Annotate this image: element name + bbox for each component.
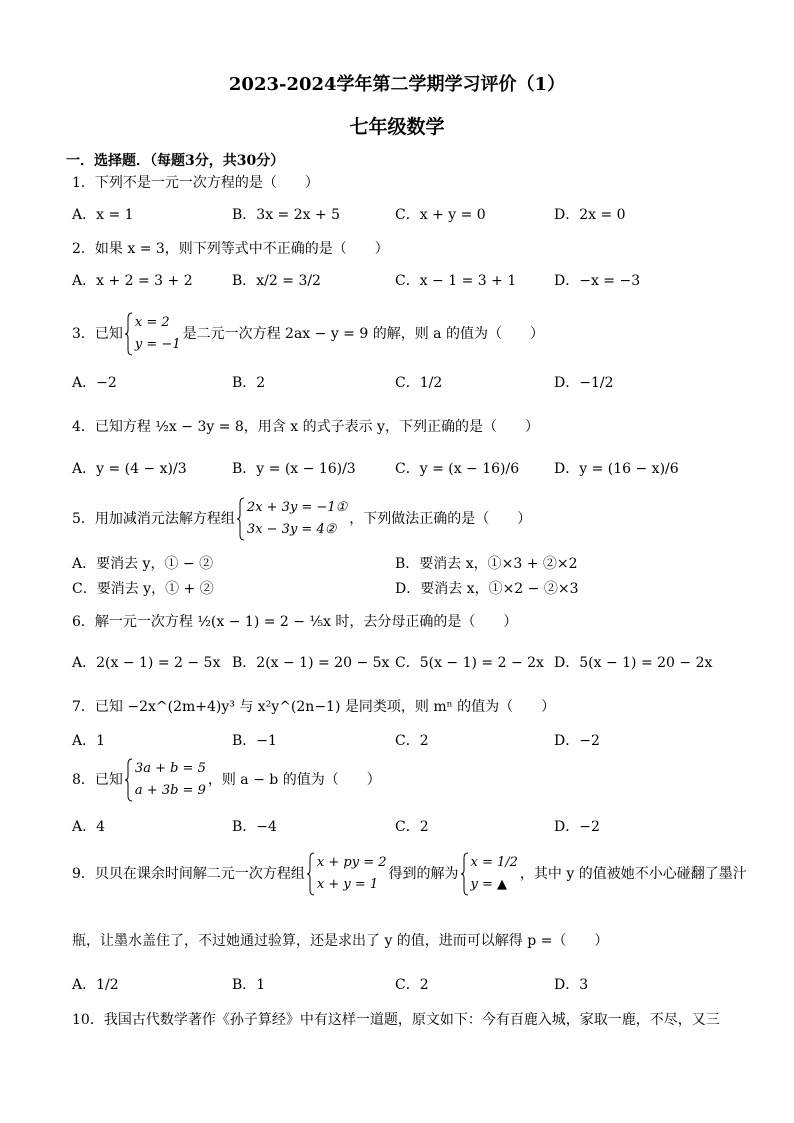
question-9-option-c: C．2 — [395, 977, 429, 993]
left-brace-icon — [125, 758, 133, 802]
left-brace-icon — [125, 312, 133, 356]
question-4-option-b: B．y = (x − 16)/3 — [232, 461, 356, 477]
left-brace-icon — [237, 497, 245, 541]
question-9-solution-system — [461, 852, 518, 896]
question-7-option-b: B．−1 — [232, 733, 277, 749]
question-3-option-a: A．−2 — [72, 375, 117, 391]
question-2-stem: 2．如果 x = 3，则下列等式中不正确的是（ ） — [72, 241, 389, 257]
question-2-option-c: C．x − 1 = 3 + 1 — [395, 273, 517, 289]
question-9-stem — [72, 852, 747, 896]
question-4-option-c: C．y = (x − 16)/6 — [395, 461, 520, 477]
question-8-stem-suffix: ，则 a − b 的值为（ ） — [207, 772, 381, 788]
question-8-equation-system — [125, 758, 206, 802]
question-9-stem-middle: 得到的解为 — [388, 866, 459, 882]
question-9-solution-row-1: x = 1/2 — [470, 855, 518, 870]
question-9-system-row-2: x + y = 1 — [316, 877, 379, 892]
question-8-stem-prefix: 8．已知 — [72, 772, 123, 788]
question-1-option-b: B．3x = 2x + 5 — [232, 207, 341, 223]
question-6-option-b: B．2(x − 1) = 20 − 5x — [232, 655, 390, 671]
question-1-option-a: A．x = 1 — [72, 207, 134, 223]
question-5-stem-prefix: 5．用加减消元法解方程组 — [72, 511, 235, 527]
question-4-stem: 4．已知方程 ½x − 3y = 8，用含 x 的式子表示 y，下列正确的是（ ） — [72, 419, 539, 435]
question-9-solution-row-2: y = ▲ — [470, 877, 507, 892]
question-3-stem-prefix: 3．已知 — [72, 326, 123, 342]
question-5-system-row-2: 3x − 3y = 4② — [246, 522, 337, 537]
question-2-option-d: D．−x = −3 — [554, 273, 641, 289]
left-brace-icon — [461, 852, 469, 896]
question-9-stem-line-2: 瓶，让墨水盖住了，不过她通过验算，还是求出了 y 的值，进而可以解得 p =（ ） — [72, 933, 609, 949]
question-7-stem: 7．已知 −2x^(2m+4)y³ 与 x²y^(2n−1) 是同类项，则 mⁿ 的值为（ ） — [72, 699, 556, 715]
question-3-option-b: B．2 — [232, 375, 266, 391]
question-9-option-b: B．1 — [232, 977, 266, 993]
question-3-stem — [72, 312, 544, 356]
question-1-stem: 1．下列不是一元一次方程的是（ ） — [72, 175, 319, 191]
question-8-system-row-2: a + 3b = 9 — [134, 783, 206, 798]
question-7-option-a: A．1 — [72, 733, 106, 749]
question-9-system-row-1: x + py = 2 — [316, 855, 387, 870]
question-8-option-c: C．2 — [395, 819, 429, 835]
question-5-option-d: D．要消去 x，①×2 − ②×3 — [395, 581, 579, 597]
question-9-option-d: D．3 — [554, 977, 589, 993]
question-7-option-c: C．2 — [395, 733, 429, 749]
question-8-option-d: D．−2 — [554, 819, 600, 835]
exam-title: 2023-2024学年第二学期学习评价（1） — [228, 74, 566, 95]
question-2-option-b: B．x/2 = 3/2 — [232, 273, 321, 289]
question-3-system-row-1: x = 2 — [134, 315, 170, 330]
question-3-stem-suffix: 是二元一次方程 2ax − y = 9 的解，则 a 的值为（ ） — [182, 326, 544, 342]
section-heading: 一．选择题．（每题3分，共30分） — [66, 153, 285, 169]
question-6-option-c: C．5(x − 1) = 2 − 2x — [395, 655, 544, 671]
question-5-option-c: C．要消去 y，① + ② — [72, 581, 214, 597]
question-1-option-d: D．2x = 0 — [554, 207, 626, 223]
question-8-stem — [72, 758, 381, 802]
question-6-option-a: A．2(x − 1) = 2 − 5x — [72, 655, 221, 671]
question-3-equation-system — [125, 312, 181, 356]
question-10-stem: 10．我国古代数学著作《孙子算经》中有这样一道题，原文如下：今有百鹿入城，家取一鹿，不尽，又三 — [72, 1012, 720, 1028]
question-3-option-d: D．−1/2 — [554, 375, 614, 391]
question-5-system-row-1: 2x + 3y = −1① — [246, 500, 348, 515]
question-3-system-row-2: y = −1 — [134, 337, 181, 352]
question-6-option-d: D．5(x − 1) = 20 − 2x — [554, 655, 713, 671]
left-brace-icon — [307, 852, 315, 896]
question-8-option-b: B．−4 — [232, 819, 277, 835]
question-9-stem-prefix: 9．贝贝在课余时间解二元一次方程组 — [72, 866, 305, 882]
question-1-option-c: C．x + y = 0 — [395, 207, 486, 223]
exam-subtitle: 七年级数学 — [349, 116, 445, 138]
question-9-option-a: A．1/2 — [72, 977, 119, 993]
question-7-option-d: D．−2 — [554, 733, 600, 749]
question-8-option-a: A．4 — [72, 819, 106, 835]
question-9-equation-system — [307, 852, 387, 896]
question-2-option-a: A．x + 2 = 3 + 2 — [72, 273, 193, 289]
question-6-stem: 6．解一元一次方程 ½(x − 1) = 2 − ⅕x 时，去分母正确的是（ ） — [72, 614, 518, 630]
question-5-option-b: B．要消去 x，①×3 + ②×2 — [395, 556, 578, 572]
question-5-stem — [72, 497, 531, 541]
question-3-option-c: C．1/2 — [395, 375, 443, 391]
question-4-option-d: D．y = (16 − x)/6 — [554, 461, 679, 477]
question-5-stem-suffix: ，下列做法正确的是（ ） — [349, 511, 532, 527]
question-5-option-a: A．要消去 y，① − ② — [72, 556, 214, 572]
question-5-equation-system — [237, 497, 347, 541]
question-8-system-row-1: 3a + b = 5 — [134, 761, 206, 776]
question-4-option-a: A．y = (4 − x)/3 — [72, 461, 187, 477]
question-9-stem-suffix: ，其中 y 的值被她不小心碰翻了墨汁 — [519, 866, 747, 882]
